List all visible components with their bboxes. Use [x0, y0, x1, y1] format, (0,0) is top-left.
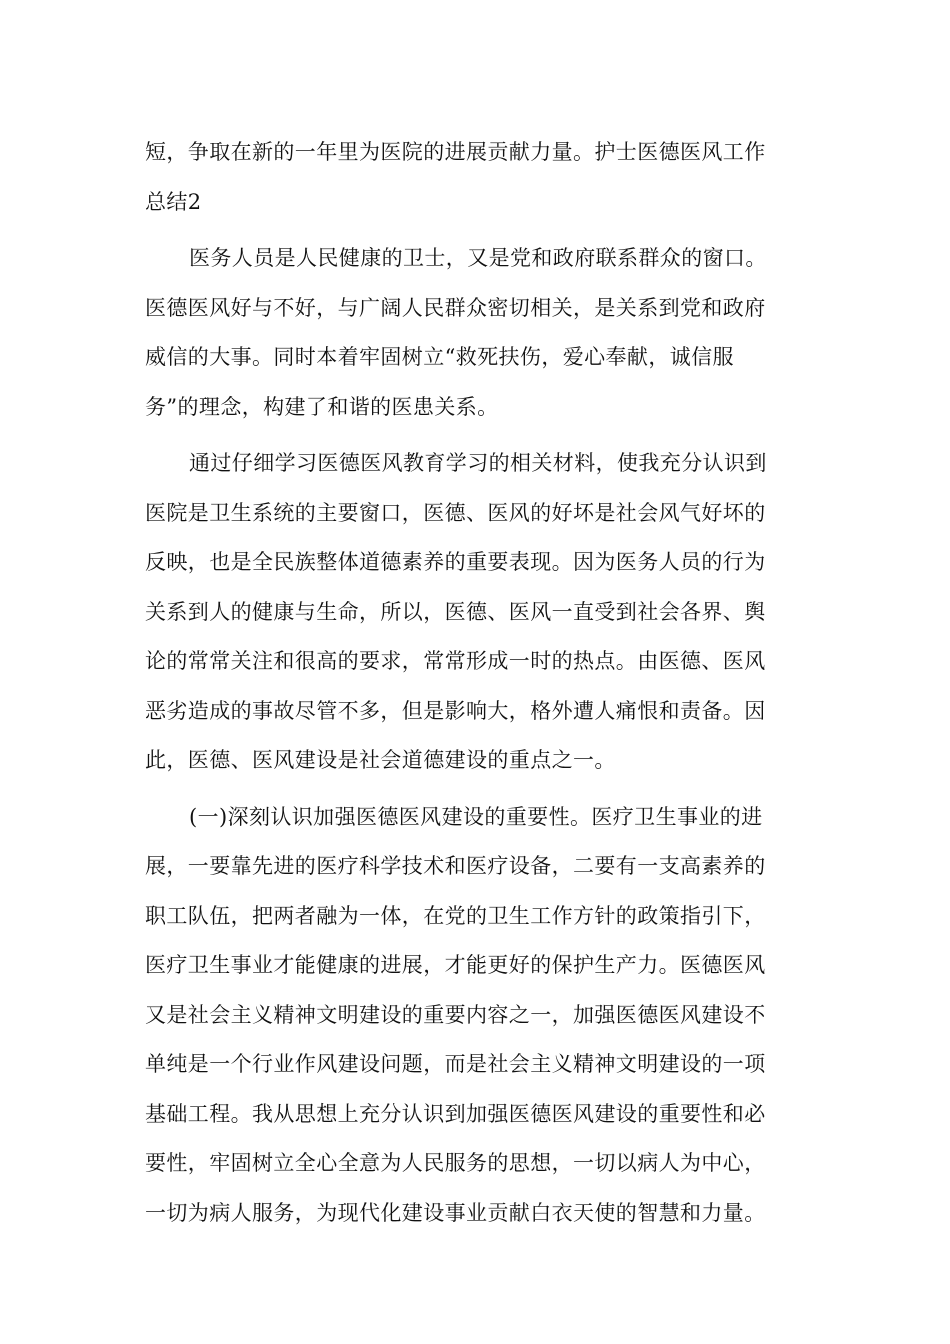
paragraph: [145, 793, 805, 1239]
text-line: 一切为病人服务，为现代化建设事业贡献白衣天使的智慧和力量。: [145, 1200, 766, 1225]
paragraph-gap: [145, 432, 805, 439]
text-line: 短，争取在新的一年里为医院的进展贡献力量。护士医德医风工作: [145, 140, 766, 164]
text-line: 总结2: [145, 189, 202, 214]
text-line: 职工队伍，把两者融为一体，在党的卫生工作方针的政策指引下，: [145, 903, 766, 928]
text-line: 又是社会主义精神文明建设的重要内容之一，加强医德医风建设不: [145, 1002, 766, 1027]
text-line: (一)深刻认识加强医德医风建设的重要性。医疗卫生事业的进: [189, 804, 763, 829]
text-line: 要性，牢固树立全心全意为人民服务的思想，一切以病人为中心，: [145, 1151, 766, 1175]
text-line: 医疗卫生事业才能健康的进展，才能更好的保护生产力。医德医风: [145, 953, 766, 977]
text-line: 展，一要靠先进的医疗科学技术和医疗设备，二要有一支高素养的: [145, 854, 766, 878]
paragraph-gap: [145, 786, 805, 793]
text-line: 医院是卫生系统的主要窗口，医德、医风的好坏是社会风气好坏的: [145, 500, 766, 525]
text-line: 医德医风好与不好，与广阔人民群众密切相关，是关系到党和政府: [145, 295, 766, 320]
text-line: 此，医德、医风建设是社会道德建设的重点之一。: [145, 748, 616, 772]
text-line: 恶劣造成的事故尽管不多，但是影响大，格外遭人痛恨和责备。因: [145, 698, 766, 723]
text-line: 通过仔细学习医德医风教育学习的相关材料，使我充分认识到: [189, 451, 767, 475]
text-line: 反映，也是全民族整体道德素养的重要表现。因为医务人员的行为: [145, 550, 766, 574]
paragraph: [145, 439, 805, 786]
document-body: [145, 128, 805, 1238]
text-line: 单纯是一个行业作风建设问题，而是社会主义精神文明建设的一项: [145, 1052, 766, 1076]
text-line: 医务人员是人民健康的卫士，又是党和政府联系群众的窗口。: [189, 246, 767, 270]
text-line: 关系到人的健康与生命，所以，医德、医风一直受到社会各界、舆: [145, 599, 766, 624]
paragraph-gap: [145, 227, 805, 234]
text-line: 基础工程。我从思想上充分认识到加强医德医风建设的重要性和必: [145, 1101, 766, 1126]
text-line: 论的常常关注和很高的要求，常常形成一时的热点。由医德、医风: [145, 649, 766, 673]
text-line: 威信的大事。同时本着牢固树立“救死扶伤，爱心奉献，诚信服: [145, 345, 734, 369]
paragraph: [145, 234, 805, 432]
paragraph: [145, 128, 805, 227]
text-line: 务”的理念，构建了和谐的医患关系。: [145, 394, 499, 419]
